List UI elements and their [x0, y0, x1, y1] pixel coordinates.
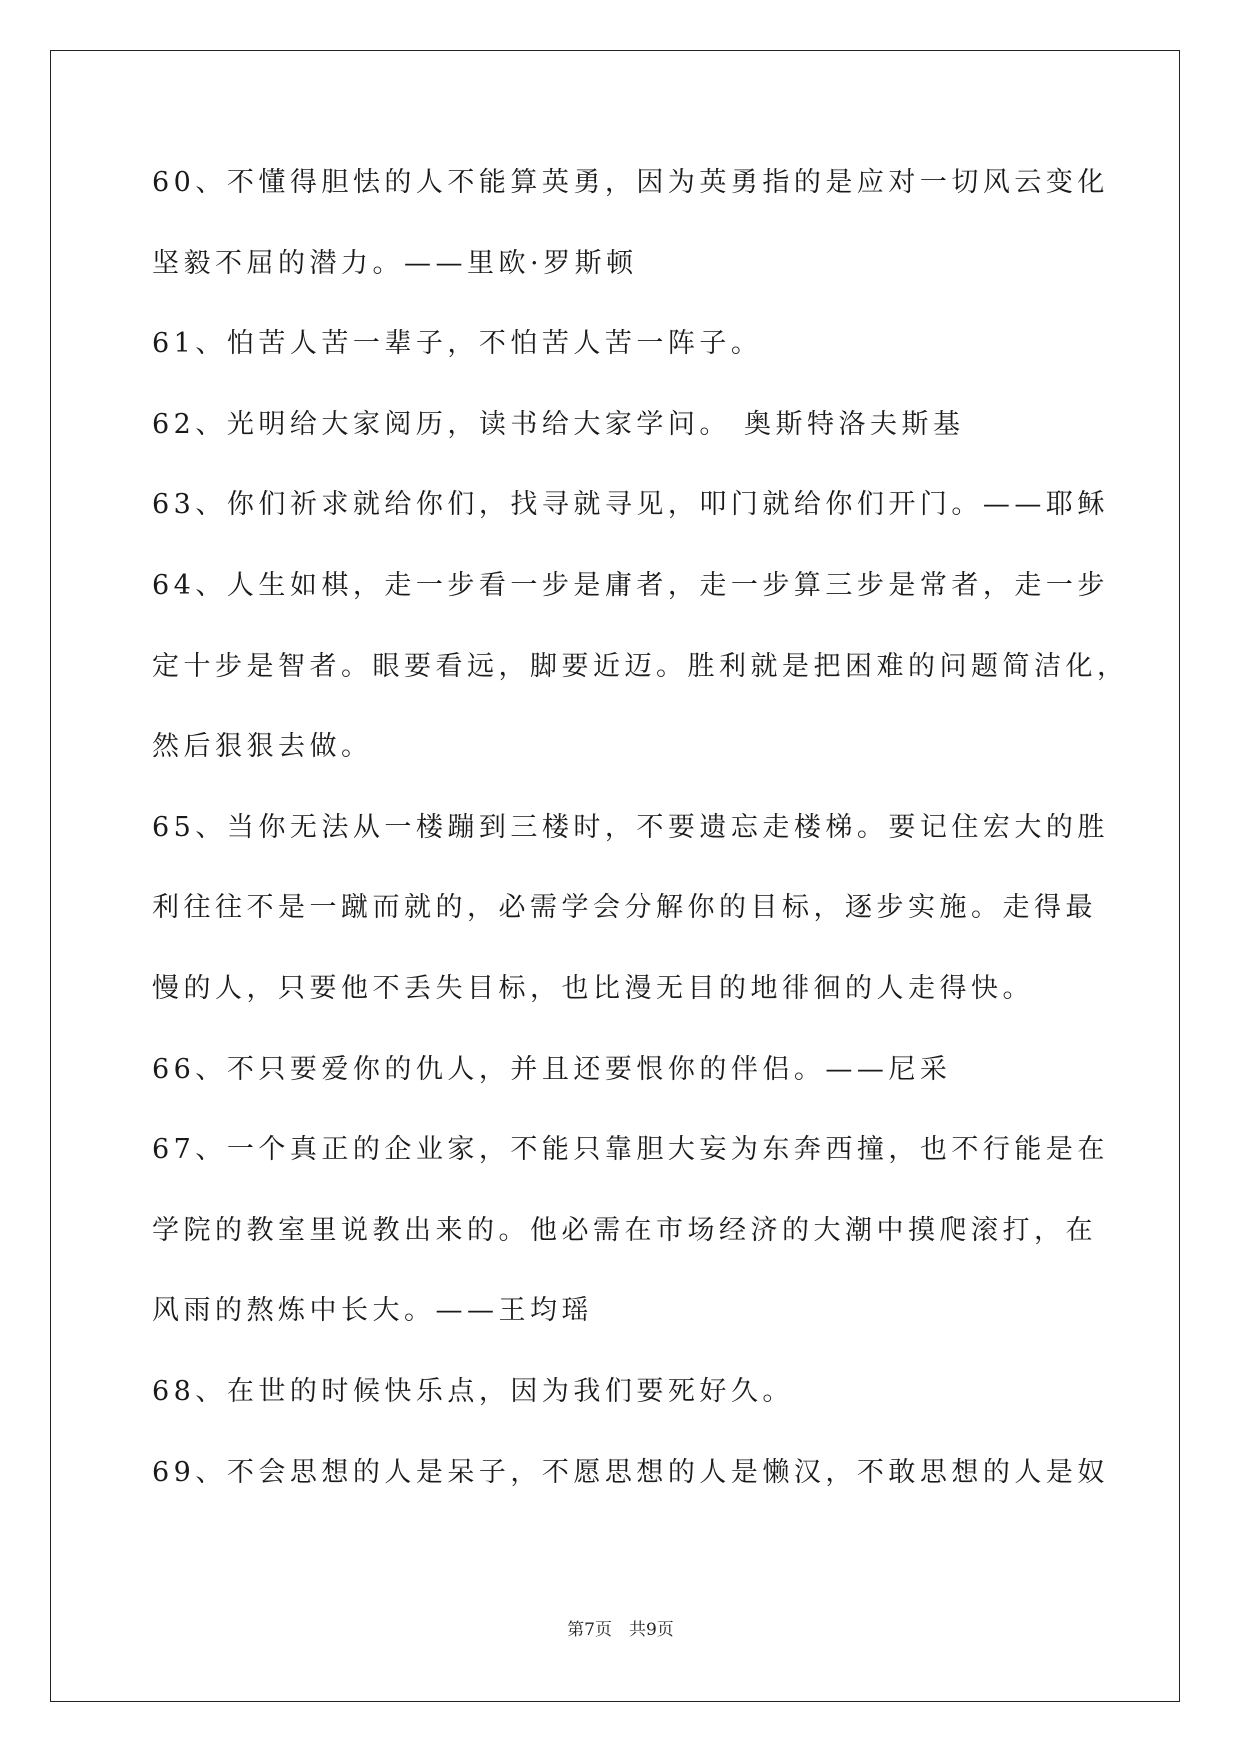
- text-line: 69、不会思想的人是呆子，不愿思想的人是懒汉，不敢思想的人是奴: [152, 1456, 1109, 1488]
- text-line: 慢的人，只要他不丢失目标，也比漫无目的地徘徊的人走得快。: [152, 972, 1034, 1004]
- document-body: [152, 163, 1129, 1533]
- text-line: 利往往不是一蹴而就的，必需学会分解你的目标，逐步实施。走得最: [152, 892, 1097, 924]
- text-line: 65、当你无法从一楼蹦到三楼时，不要遗忘走楼梯。要记住宏大的胜: [152, 811, 1109, 843]
- text-line: 64、人生如棋，走一步看一步是庸者，走一步算三步是常者，走一步: [152, 569, 1109, 601]
- text-line: 63、你们祈求就给你们，找寻就寻见，叩门就给你们开门。——耶稣: [152, 489, 1109, 521]
- text-line: 风雨的熬炼中长大。——王均瑶: [152, 1295, 593, 1327]
- text-line: 60、不懂得胆怯的人不能算英勇，因为英勇指的是应对一切风云变化: [152, 167, 1109, 198]
- text-line: 坚毅不屈的潜力。——里欧·罗斯顿: [152, 247, 638, 279]
- text-line: 66、不只要爱你的仇人，并且还要恨你的伴侣。——尼采: [152, 1053, 952, 1085]
- page-number-footer: 第7页 共9页: [567, 1620, 674, 1640]
- text-line: 62、光明给大家阅历，读书给大家学问。 奥斯特洛夫斯基: [152, 408, 965, 440]
- text-line: 67、一个真正的企业家，不能只靠胆大妄为东奔西撞，也不行能是在: [152, 1134, 1109, 1166]
- text-line: 定十步是智者。眼要看远，脚要近迈。胜利就是把困难的问题简洁化，: [152, 650, 1129, 682]
- text-line: 68、在世的时候快乐点，因为我们要死好久。: [152, 1375, 794, 1407]
- text-line: 然后狠狠去做。: [152, 731, 373, 763]
- text-line: 学院的教室里说教出来的。他必需在市场经济的大潮中摸爬滚打，在: [152, 1214, 1097, 1246]
- text-line: 61、怕苦人苦一辈子，不怕苦人苦一阵子。: [152, 328, 763, 360]
